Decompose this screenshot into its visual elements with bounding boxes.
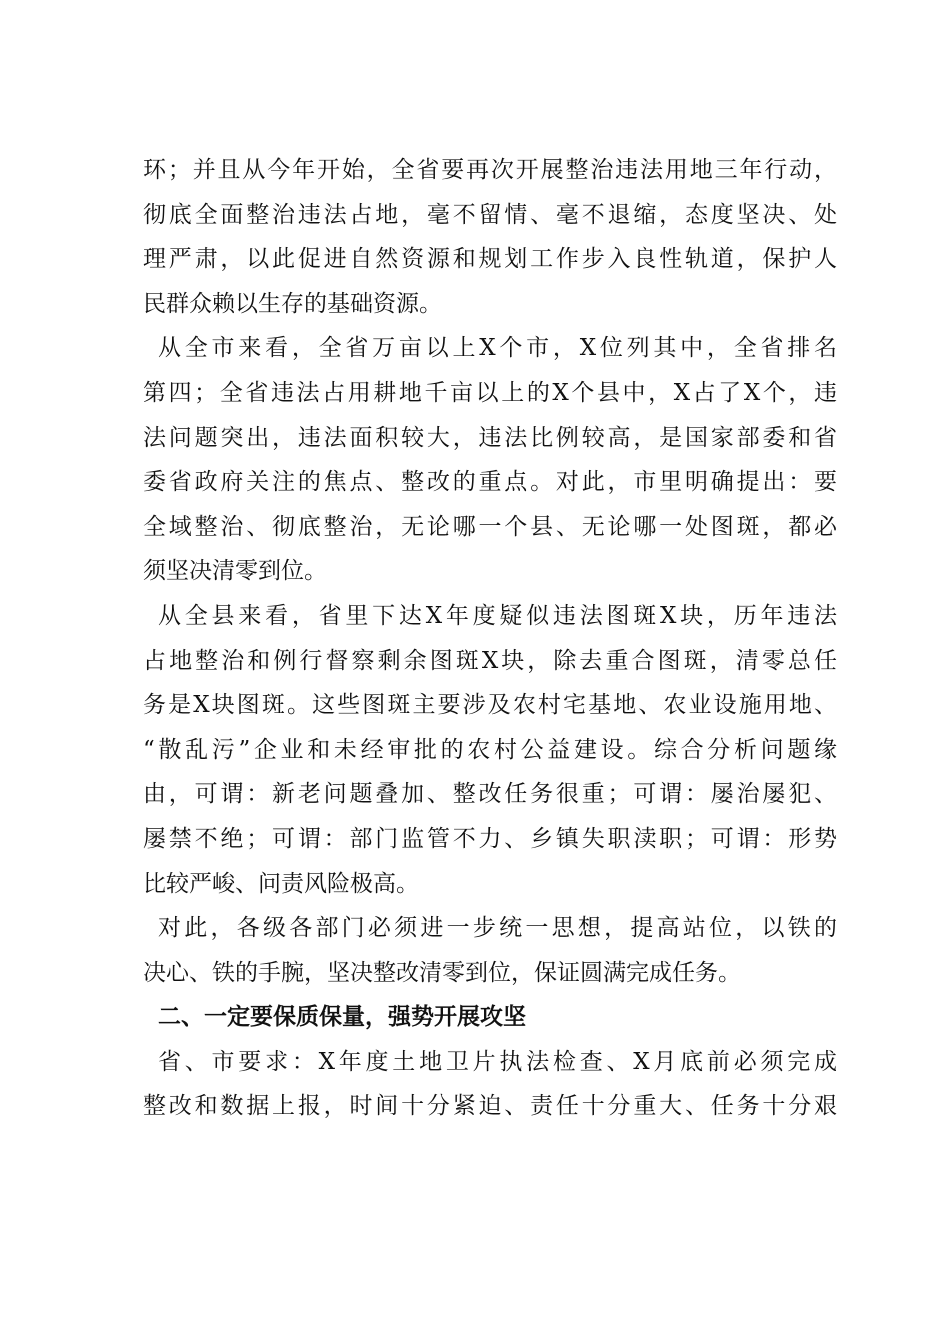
text-line: 全域整治、彻底整治，无论哪一个县、无论哪一处图斑，都必 bbox=[143, 513, 837, 540]
paragraph bbox=[143, 906, 837, 995]
text-line: 法问题突出，违法面积较大，违法比例较高，是国家部委和省 bbox=[143, 424, 837, 451]
text-line: 环；并且从今年开始，全省要再次开展整治违法用地三年行动， bbox=[143, 157, 837, 183]
text-line: 从全县来看，省里下达X年度疑似违法图斑X块，历年违法 bbox=[158, 602, 837, 629]
text-line: 屡禁不绝；可谓：部门监管不力、乡镇失职渎职；可谓：形势 bbox=[143, 825, 837, 852]
paragraph bbox=[143, 148, 837, 326]
text-line: 二、一定要保质保量，强势开展攻坚 bbox=[158, 1004, 526, 1031]
text-line: 第四；全省违法占用耕地千亩以上的X个县中，X占了X个，违 bbox=[143, 379, 837, 406]
paragraph bbox=[143, 1040, 837, 1129]
text-line: 理严肃，以此促进自然资源和规划工作步入良性轨道，保护人 bbox=[143, 246, 837, 273]
text-line: 彻底全面整治违法占地，毫不留情、毫不退缩，态度坚决、处 bbox=[143, 201, 837, 228]
text-line: 对此，各级各部门必须进一步统一思想，提高站位，以铁的 bbox=[158, 915, 837, 942]
text-line: 委省政府关注的焦点、整改的重点。对此，市里明确提出：要 bbox=[143, 469, 837, 496]
text-line: “散乱污”企业和未经审批的农村公益建设。综合分析问题缘 bbox=[143, 736, 837, 763]
section-heading bbox=[143, 995, 837, 1040]
text-line: 决心、铁的手腕，坚决整改清零到位，保证圆满完成任务。 bbox=[143, 959, 741, 986]
text-line: 比较严峻、问责风险极高。 bbox=[143, 870, 419, 897]
text-line: 从全市来看，全省万亩以上X个市，X位列其中，全省排名 bbox=[158, 335, 837, 362]
text-line: 须坚决清零到位。 bbox=[143, 558, 327, 585]
document-body bbox=[143, 148, 837, 1129]
text-line: 民群众赖以生存的基础资源。 bbox=[143, 290, 442, 317]
text-line: 务是X块图斑。这些图斑主要涉及农村宅基地、农业设施用地、 bbox=[143, 692, 837, 719]
text-line: 整改和数据上报，时间十分紧迫、责任十分重大、任务十分艰 bbox=[143, 1093, 837, 1120]
text-line: 省、市要求：X年度土地卫片执法检查、X月底前必须完成 bbox=[158, 1048, 837, 1075]
paragraph bbox=[143, 326, 837, 594]
text-line: 占地整治和例行督察剩余图斑X块，除去重合图斑，清零总任 bbox=[143, 647, 837, 674]
paragraph bbox=[143, 594, 837, 906]
text-line: 由，可谓：新老问题叠加、整改任务很重；可谓：屡治屡犯、 bbox=[143, 781, 837, 808]
